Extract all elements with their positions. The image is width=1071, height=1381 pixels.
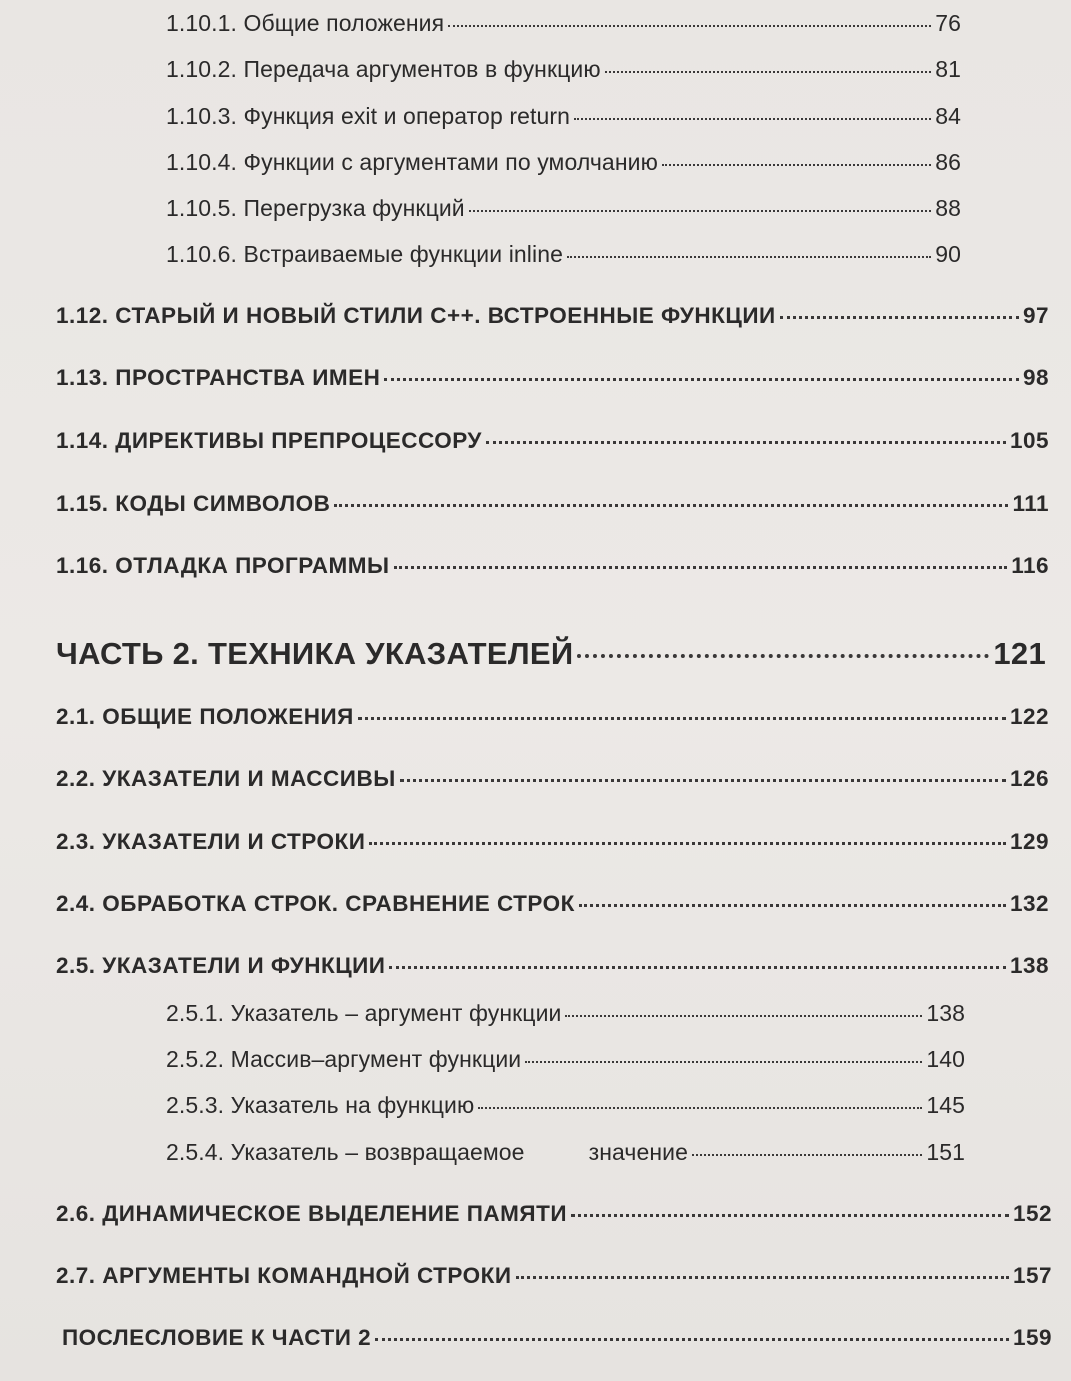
page-number: 145: [926, 1092, 965, 1118]
toc-entry-2-5-1: [166, 1000, 965, 1027]
dot-leader: [577, 654, 989, 658]
page-number: 129: [1009, 829, 1049, 854]
toc-entry-2-6: [56, 1201, 1052, 1227]
entry-title: 1.16. ОТЛАДКА ПРОГРАММЫ: [56, 553, 390, 578]
toc-entry-2-5-2: [166, 1046, 965, 1073]
entry-title: 1.10.1. Общие положения: [166, 10, 445, 36]
entry-title: 1.12. СТАРЫЙ И НОВЫЙ СТИЛИ С++. ВСТРОЕННЫЕ ФУНКЦИИ: [56, 303, 776, 328]
entry-title: 1.10.3. Функция exit и оператор return: [166, 103, 571, 129]
entry-title: 2.5.2. Массив–аргумент функции: [166, 1046, 522, 1072]
dot-leader: [780, 316, 1019, 319]
toc-entry-1-10-4: [166, 149, 961, 176]
dot-leader: [394, 566, 1008, 569]
page-number: 121: [993, 636, 1046, 671]
entry-title: 1.14. ДИРЕКТИВЫ ПРЕПРОЦЕССОРУ: [56, 428, 482, 453]
page-number: 151: [926, 1139, 965, 1165]
page-number: 122: [1009, 704, 1049, 729]
dot-leader: [574, 118, 931, 120]
entry-title: 1.13. ПРОСТРАНСТВА ИМЕН: [56, 365, 381, 390]
entry-title: 2.5.4. Указатель – возвращаемое: [166, 1139, 525, 1165]
dot-leader: [358, 717, 1006, 720]
toc-entry-2-5-3: [166, 1092, 965, 1119]
toc-entry-1-10-6: [166, 241, 961, 268]
toc-entry-2-4: [56, 891, 1049, 917]
page-number: 98: [1022, 365, 1049, 390]
toc-entry-2-5: [56, 953, 1049, 979]
page-number: 116: [1011, 553, 1049, 578]
entry-title: ЧАСТЬ 2. ТЕХНИКА УКАЗАТЕЛЕЙ: [56, 636, 574, 671]
toc-entry-1-10-1: [166, 10, 961, 37]
toc-entry-1-10-5: [166, 195, 961, 222]
toc-entry-afterword: [62, 1325, 1052, 1351]
page-number: 86: [935, 149, 961, 175]
entry-title: 1.10.4. Функции с аргументами по умолчанию: [166, 149, 658, 175]
toc-entry-1-10-3: [166, 103, 961, 130]
dot-leader: [525, 1061, 922, 1063]
entry-title: 2.5.3. Указатель на функцию: [166, 1092, 475, 1118]
page-number: 81: [935, 56, 961, 82]
entry-title-continuation: значение: [588, 1139, 689, 1165]
toc-entry-1-15: [56, 491, 1049, 517]
page-number: 76: [935, 10, 961, 36]
dot-leader: [469, 210, 931, 212]
entry-title: 2.5.1. Указатель – аргумент функции: [166, 1000, 562, 1026]
page-number: 105: [1009, 428, 1049, 453]
page-number: 152: [1012, 1201, 1052, 1226]
toc-entry-1-10-2: [166, 56, 961, 83]
page-number: 157: [1012, 1263, 1052, 1288]
toc-entry-2-2: [56, 766, 1049, 792]
dot-leader: [565, 1015, 922, 1017]
dot-leader: [448, 25, 931, 27]
page-number: 138: [1009, 953, 1049, 978]
entry-title: 2.2. УКАЗАТЕЛИ И МАССИВЫ: [56, 766, 396, 791]
dot-leader: [516, 1276, 1009, 1279]
dot-leader: [384, 378, 1019, 381]
entry-title: 1.10.5. Перегрузка функций: [166, 195, 465, 221]
toc-entry-1-14: [56, 428, 1049, 454]
dot-leader: [605, 71, 932, 73]
dot-leader: [692, 1154, 922, 1156]
toc-entry-1-12: [56, 303, 1049, 329]
page-number: 126: [1009, 766, 1049, 791]
entry-title: 2.6. ДИНАМИЧЕСКОЕ ВЫДЕЛЕНИЕ ПАМЯТИ: [56, 1201, 567, 1226]
toc-entry-1-16: [56, 553, 1049, 579]
page-number: 159: [1012, 1325, 1052, 1350]
page-number: 138: [926, 1000, 965, 1026]
dot-leader: [579, 904, 1006, 907]
toc-entry-2-3: [56, 829, 1049, 855]
entry-title: ПОСЛЕСЛОВИЕ К ЧАСТИ 2: [62, 1325, 372, 1350]
dot-leader: [389, 966, 1005, 969]
entry-title: 1.15. КОДЫ СИМВОЛОВ: [56, 491, 331, 516]
toc-entry-2-7: [56, 1263, 1052, 1289]
dot-leader: [567, 256, 931, 258]
dot-leader: [662, 164, 931, 166]
entry-title: 2.5. УКАЗАТЕЛИ И ФУНКЦИИ: [56, 953, 386, 978]
page-number: 97: [1022, 303, 1049, 328]
dot-leader: [571, 1214, 1009, 1217]
page-number: 132: [1009, 891, 1049, 916]
entry-title: 2.3. УКАЗАТЕЛИ И СТРОКИ: [56, 829, 366, 854]
dot-leader: [369, 842, 1006, 845]
dot-leader: [400, 779, 1006, 782]
toc-entry-1-13: [56, 365, 1049, 391]
dot-leader: [334, 504, 1008, 507]
entry-title: 1.10.6. Встраиваемые функции inline: [166, 241, 563, 267]
entry-title: 2.7. АРГУМЕНТЫ КОМАНДНОЙ СТРОКИ: [56, 1263, 512, 1288]
toc-entry-2-5-4: [166, 1139, 965, 1166]
entry-title: 2.1. ОБЩИЕ ПОЛОЖЕНИЯ: [56, 704, 354, 729]
page-number: 140: [926, 1046, 965, 1072]
toc-entry-part-2: [56, 636, 1046, 672]
entry-title: 1.10.2. Передача аргументов в функцию: [166, 56, 601, 82]
dot-leader: [375, 1338, 1009, 1341]
page-number: 90: [935, 241, 961, 267]
dot-leader: [486, 441, 1006, 444]
entry-title: 2.4. ОБРАБОТКА СТРОК. СРАВНЕНИЕ СТРОК: [56, 891, 575, 916]
page-number: 88: [935, 195, 961, 221]
page-number: 111: [1012, 491, 1049, 516]
page-number: 84: [935, 103, 961, 129]
dot-leader: [478, 1107, 922, 1109]
toc-entry-2-1: [56, 704, 1049, 730]
